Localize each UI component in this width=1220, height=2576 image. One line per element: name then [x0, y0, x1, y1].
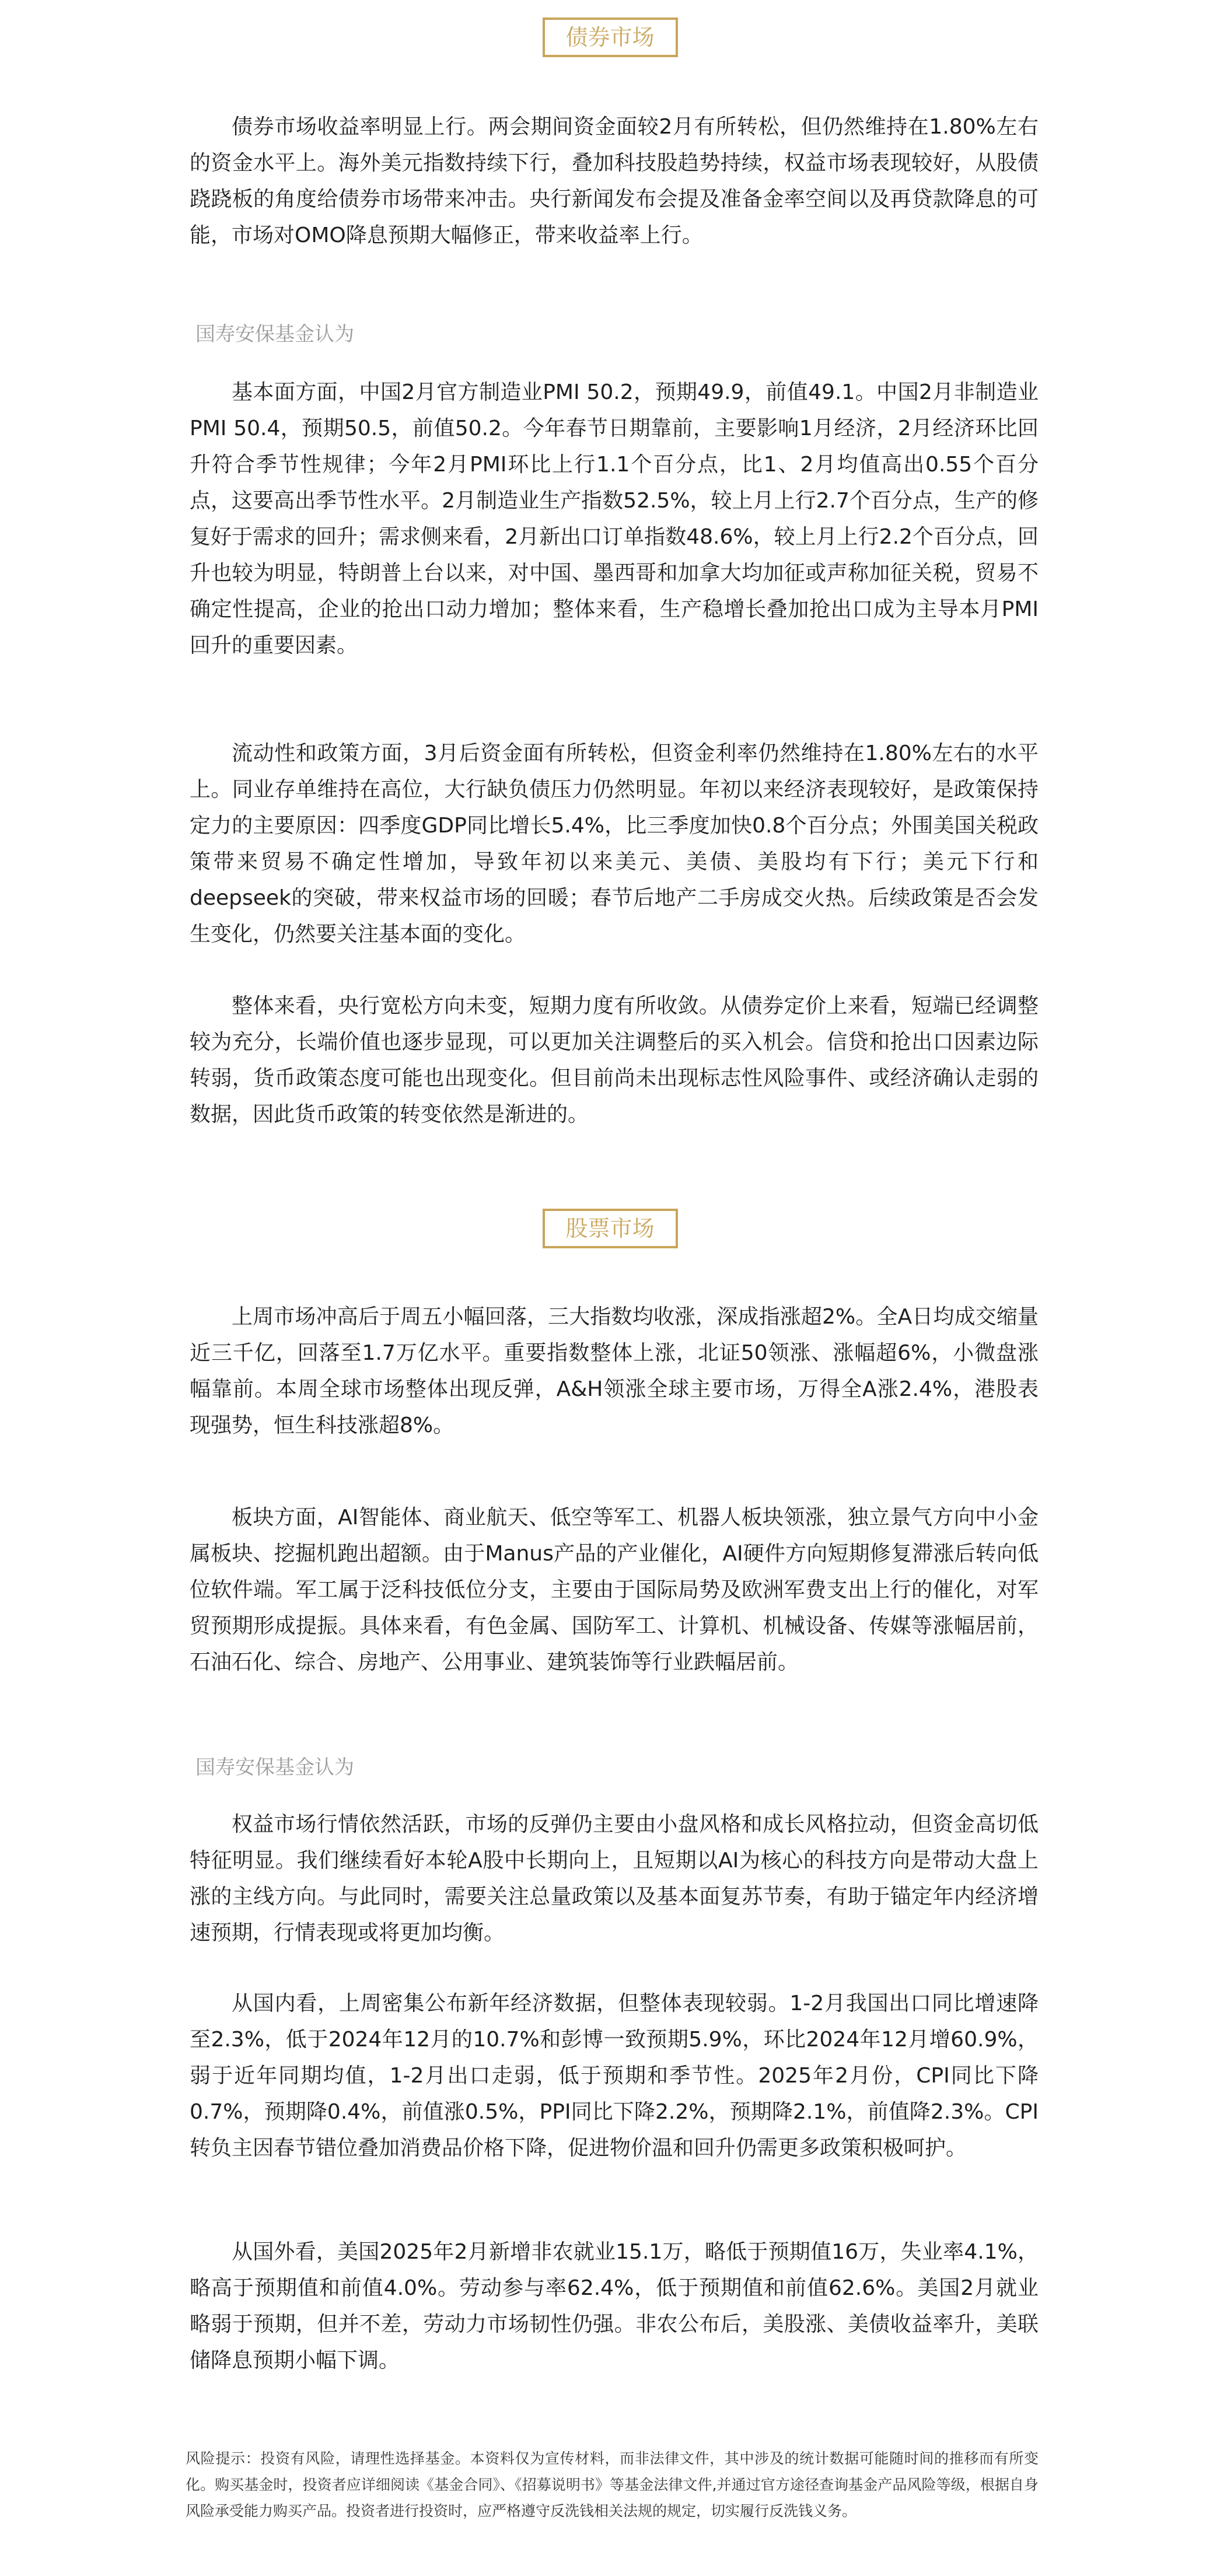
bond-liquidity-paragraph: 流动性和政策方面，3月后资金面有所转松，但资金利率仍然维持在1.80%左右的水平上。同业存单维持在高位，大行缺负债压力仍然明显。年初以来经济表现较好，是政策保持定力的主要原因：四季度GDP同比增长5.4%，比三季度加快0.8个百分点；外围美国关税政策带来贸易不确定性增加，导致年初以来美元、美债、美股均有下行；美元下行和deepseek的突破，带来权益市场的回暖；春节后地产二手房成交火热。后续政策是否会发生变化，仍然要关注基本面的变化。 — [190, 741, 1039, 946]
stock-section-title: 股票市场 — [542, 1209, 677, 1248]
bond-intro-paragraph: 债券市场收益率明显上行。两会期间资金面较2月有所转松，但仍然维持在1.80%左右的资金水平上。海外美元指数持续下行，叠加科技股趋势持续，权益市场表现较好，从股债跷跷板的角度给债券市场带来冲击。央行新闻发布会提及准备金率空间以及再贷款降息的可能，市场对OMO降息预期大幅修正，带来收益率上行。 — [190, 115, 1039, 247]
stock-market-review-paragraph: 上周市场冲高后于周五小幅回落，三大指数均收涨，深成指涨超2%。全A日均成交缩量近三千亿，回落至1.7万亿水平。重要指数整体上涨，北证50领涨、涨幅超6%，小微盘涨幅靠前。本周全球市场整体出现反弹，A&H领涨全球主要市场，万得全A涨2.4%，港股表现强势，恒生科技涨超8%。 — [190, 1305, 1039, 1437]
bond-view-heading: 国寿安保基金认为 — [195, 323, 354, 346]
stock-overseas-paragraph: 从国外看，美国2025年2月新增非农就业15.1万，略低于预期值16万，失业率4.1%，略高于预期值和前值4.0%。劳动参与率62.4%，低于预期值和前值62.6%。美国2月就业略弱于预期，但并不差，劳动力市场韧性仍强。非农公布后，美股涨、美债收益率升，美联储降息预期小幅下调。 — [190, 2240, 1039, 2372]
stock-equity-view-paragraph: 权益市场行情依然活跃，市场的反弹仍主要由小盘风格和成长风格拉动，但资金高切低特征明显。我们继续看好本轮A股中长期向上，且短期以AI为核心的科技方向是带动大盘上涨的主线方向。与此同时，需要关注总量政策以及基本面复苏节奏，有助于锚定年内经济增速预期，行情表现或将更加均衡。 — [190, 1812, 1039, 1945]
bond-outlook-paragraph: 整体来看，央行宽松方向未变，短期力度有所收敛。从债券定价上来看，短端已经调整较为充分，长端价值也逐步显现，可以更加关注调整后的买入机会。信贷和抢出口因素边际转弱，货币政策态度可能也出现变化。但目前尚未出现标志性风险事件、或经济确认走弱的数据，因此货币政策的转变依然是渐进的。 — [190, 994, 1039, 1126]
stock-view-heading: 国寿安保基金认为 — [195, 1756, 354, 1779]
bond-section-title: 债券市场 — [542, 18, 677, 57]
stock-sector-paragraph: 板块方面，AI智能体、商业航天、低空等军工、机器人板块领涨，独立景气方向中小金属板块、挖掘机跑出超额。由于Manus产品的产业催化，AI硬件方向短期修复滞涨后转向低位软件端。军工属于泛科技低位分支，主要由于国际局势及欧洲军费支出上行的催化，对军贸预期形成提振。具体来看，有色金属、国防军工、计算机、机械设备、传媒等涨幅居前，石油石化、综合、房地产、公用事业、建筑装饰等行业跌幅居前。 — [190, 1506, 1039, 1674]
stock-domestic-paragraph: 从国内看，上周密集公布新年经济数据，但整体表现较弱。1-2月我国出口同比增速降至2.3%，低于2024年12月的10.7%和彭博一致预期5.9%，环比2024年12月增60.9%，弱于近年同期均值，1-2月出口走弱，低于预期和季节性。2025年2月份，CPI同比下降0.7%，预期降0.4%，前值涨0.5%，PPI同比下降2.2%，预期降2.1%，前值降2.3%。CPI转负主因春节错位叠加消费品价格下降，促进物价温和回升仍需更多政策积极呵护。 — [190, 1992, 1039, 2160]
risk-disclaimer: 风险提示：投资有风险，请理性选择基金。本资料仅为宣传材料，而非法律文件，其中涉及的统计数据可能随时间的推移而有所变化。购买基金时，投资者应详细阅读《基金合同》、《招募说明书》等基金法律文件,并通过官方途径查询基金产品风险等级，根据自身风险承受能力购买产品。投资者进行投资时，应严格遵守反洗钱相关法规的规定，切实履行反洗钱义务。 — [186, 2450, 1039, 2519]
bond-fundamentals-paragraph: 基本面方面，中国2月官方制造业PMI 50.2，预期49.9，前值49.1。中国2月非制造业PMI 50.4，预期50.5，前值50.2。今年春节日期靠前，主要影响1月经济，2月经济环比回升符合季节性规律；今年2月PMI环比上行1.1个百分点，比1、2月均值高出0.55个百分点，这要高出季节性水平。2月制造业生产指数52.5%，较上月上行2.7个百分点，生产的修复好于需求的回升；需求侧来看，2月新出口订单指数48.6%，较上月上行2.2个百分点，回升也较为明显，特朗普上台以来，对中国、墨西哥和加拿大均加征或声称加征关税，贸易不确定性提高，企业的抢出口动力增加；整体来看，生产稳增长叠加抢出口成为主导本月PMI回升的重要因素。 — [190, 380, 1039, 657]
